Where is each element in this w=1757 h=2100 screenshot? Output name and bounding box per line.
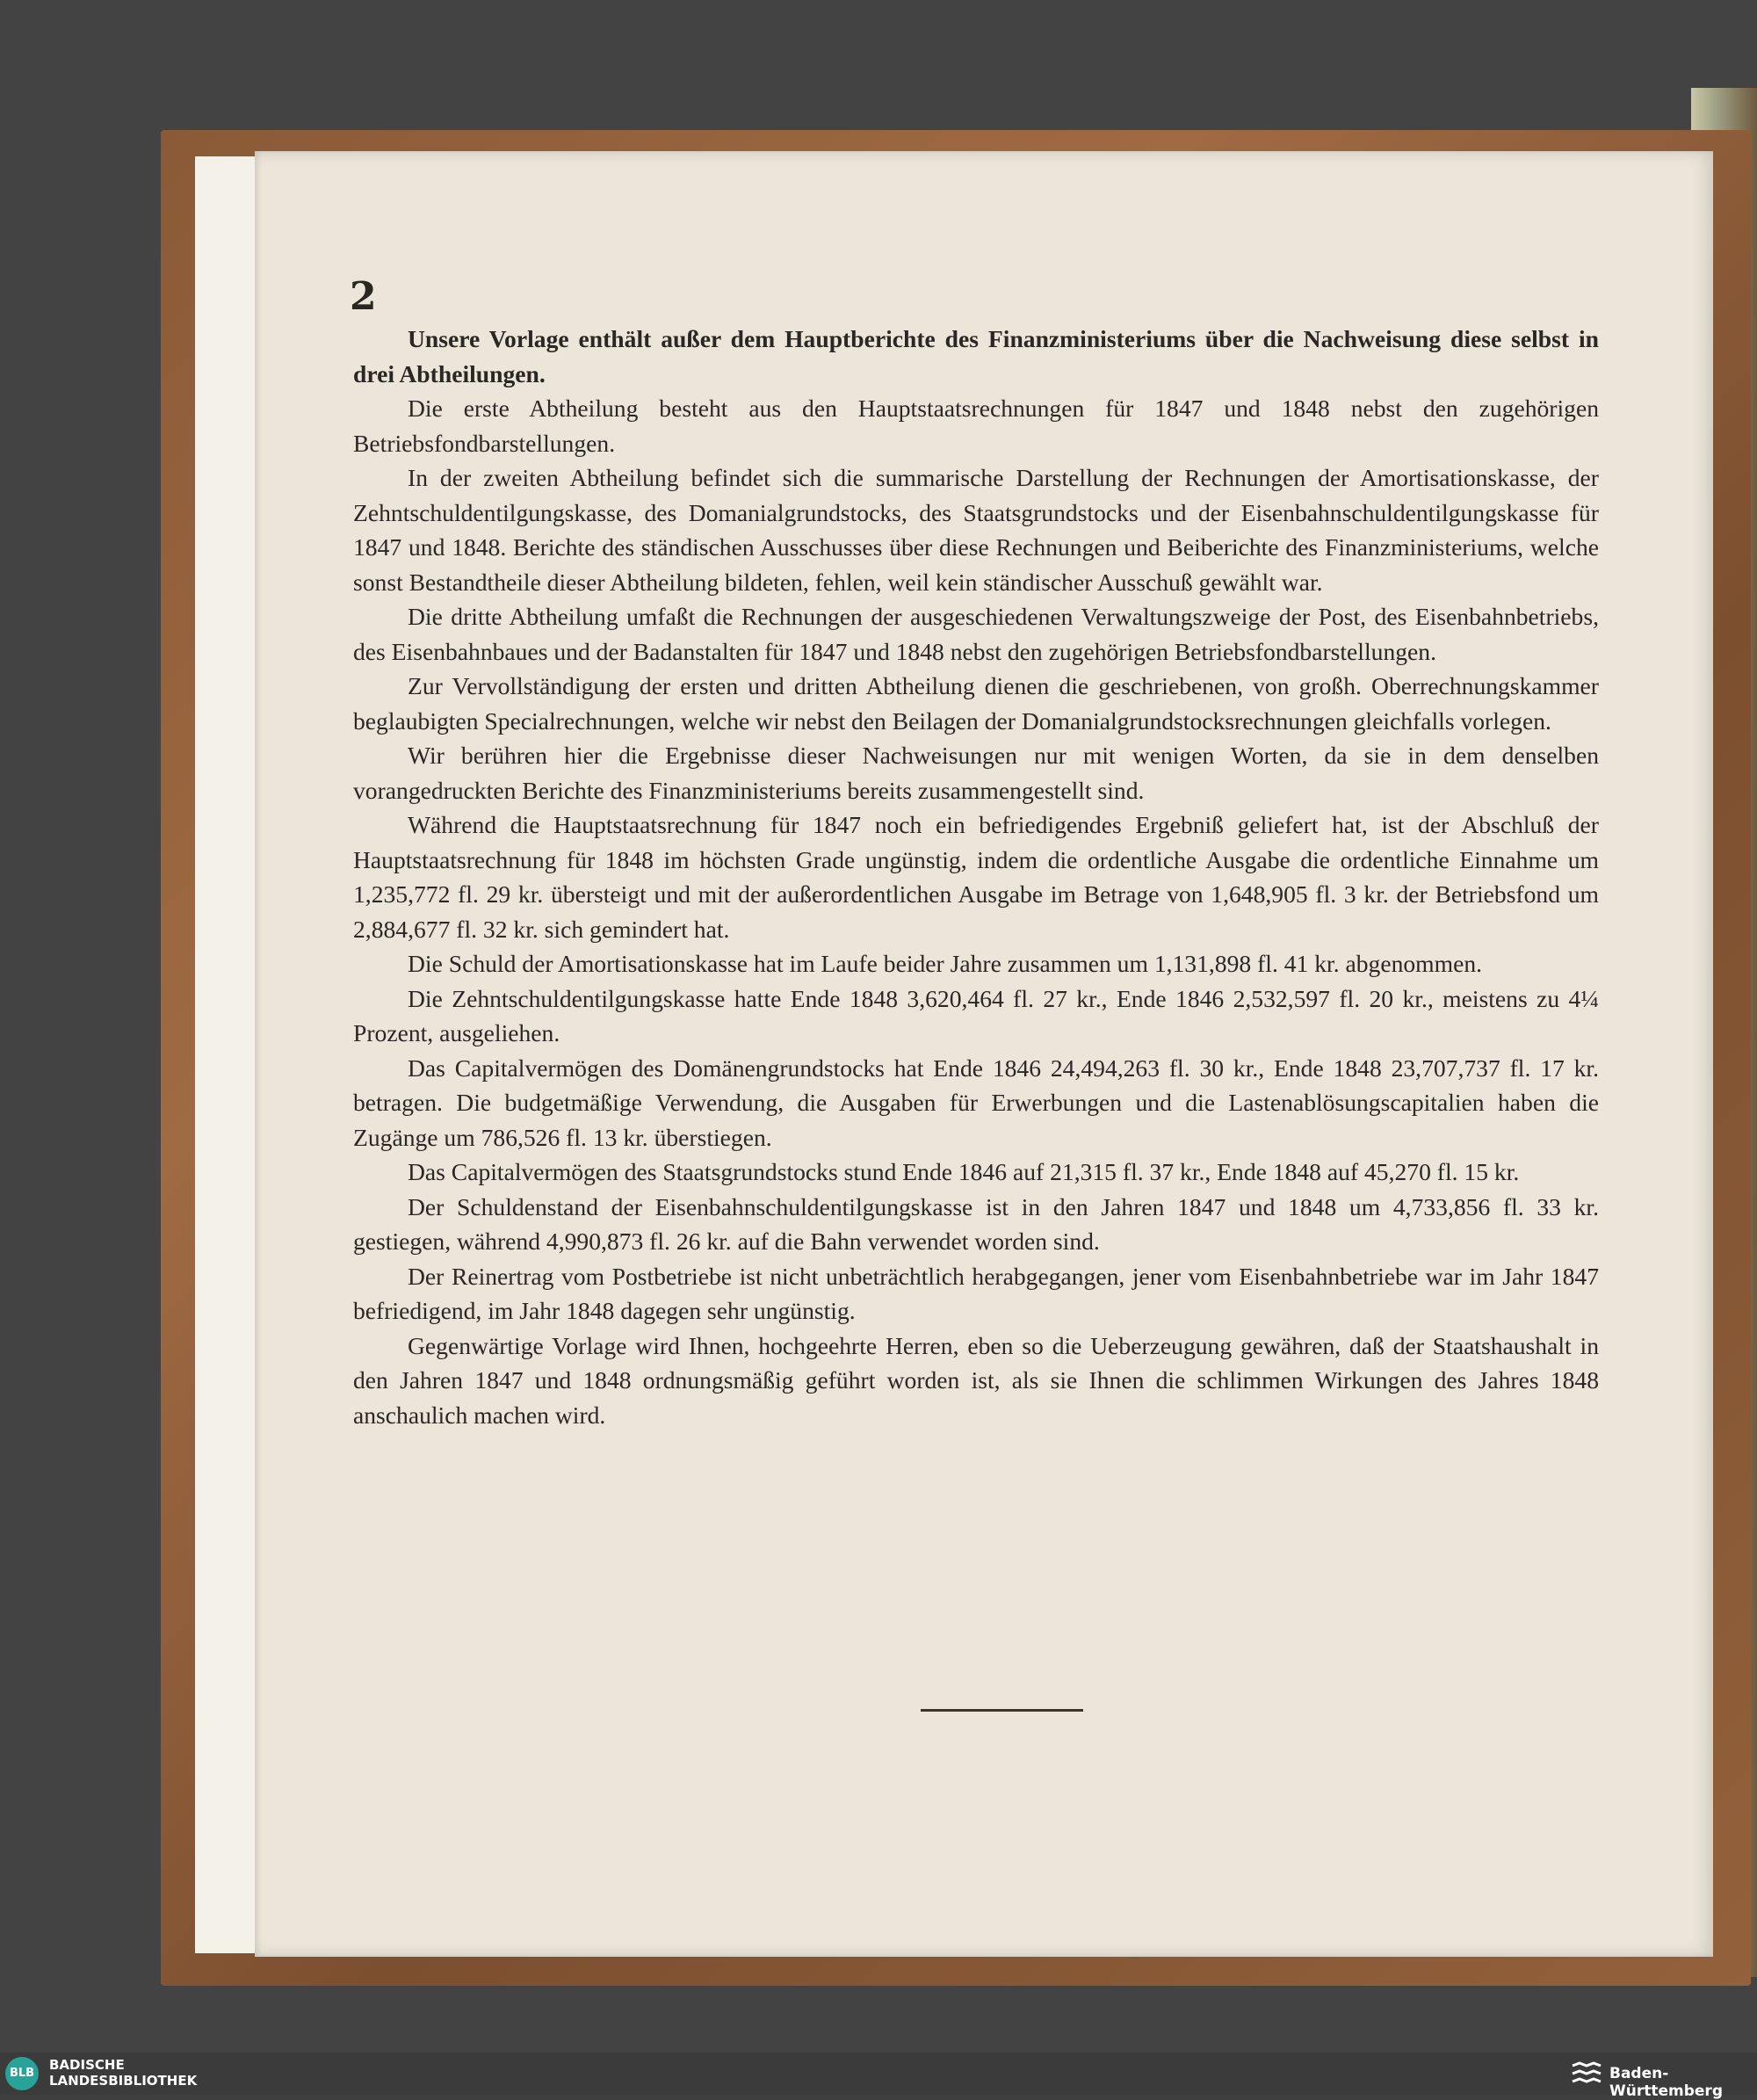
library-name[interactable] <box>49 2057 197 2089</box>
paragraph-14: Gegenwärtige Vorlage wird Ihnen, hochgeehrte Herren, eben so die Ueberzeugung gewähren, daß der Staatshaushalt in den Jahren 1847 und 1848 ordnungsmäßig geführt worden ist, als sie Ihnen die schlimmen Wirkungen des Jahres 1848 anschaulich machen wird. <box>353 1331 1599 1429</box>
paragraph-1: Unsere Vorlage enthält außer dem Hauptberichte des Finanzministeriums über die Nachweisung diese selbst in drei Abtheilungen. <box>353 325 1599 387</box>
body-text <box>353 322 1599 1432</box>
paragraph-4: Die dritte Abtheilung umfaßt die Rechnungen der ausgeschiedenen Verwaltungszweige der Post, des Eisenbahnbetriebs, des Eisenbahnbaues und der Badanstalten für 1847 und 1848 nebst den zugehörigen Betriebsfondbarstellungen. <box>353 603 1599 665</box>
paragraph-9: Die Zehntschuldentilgungskasse hatte Ende 1848 3,620,464 fl. 27 kr., Ende 1846 2,532,597 fl. 20 kr., meistens zu 4¼ Prozent, ausgeliehen. <box>353 984 1599 1046</box>
blb-logo-icon[interactable]: BLB <box>5 2057 39 2090</box>
paragraph-5: Zur Vervollständigung der ersten und dritten Abtheilung dienen die geschriebenen, von großh. Oberrechnungskammer beglaubigten Specialrechnungen, welche wir nebst den Beilagen der Domanialgrundstocksrechnungen gleichfalls vorlegen. <box>353 672 1599 735</box>
page-number: 2 <box>350 274 377 319</box>
paragraph-11: Das Capitalvermögen des Staatsgrundstocks stund Ende 1846 auf 21,315 fl. 37 kr., Ende 1848 auf 45,270 fl. 15 kr. <box>408 1158 1520 1185</box>
paragraph-8: Die Schuld der Amortisationskasse hat im Laufe beider Jahre zusammen um 1,131,898 fl. 41 kr. abgenommen. <box>408 950 1483 977</box>
library-name-line1: BADISCHE <box>49 2057 125 2073</box>
state-name[interactable]: Baden-Württemberg <box>1609 2065 1723 2100</box>
paragraph-7: Während die Hauptstaatsrechnung für 1847 noch ein befriedigendes Ergebniß geliefert hat, ist der Abschluß der Hauptstaatsrechnung für 1848 im höchsten Grade ungünstig, indem die ordentliche Ausgabe die ordentliche Einnahme um 1,235,772 fl. 29 kr. übersteigt und mit der außerordentlichen Ausgabe im Betrage von 1,648,905 fl. 3 kr. der Betriebsfond um 2,884,677 fl. 32 kr. sich gemindert hat. <box>353 811 1599 943</box>
closing-rule <box>921 1709 1083 1712</box>
document-page <box>255 151 1713 1957</box>
paragraph-13: Der Reinertrag vom Postbetriebe ist nicht unbeträchtlich herabgegangen, jener vom Eisenbahnbetriebe war im Jahr 1847 befriedigend, im Jahr 1848 dagegen sehr ungünstig. <box>353 1262 1599 1324</box>
paragraph-2: Die erste Abtheilung besteht aus den Hauptstaatsrechnungen für 1847 und 1848 nebst den zugehörigen Betriebsfondbarstellungen. <box>353 395 1599 457</box>
paragraph-3: In der zweiten Abtheilung befindet sich die summarische Darstellung der Rechnungen der Amortisationskasse, der Zehntschuldentilgungskasse, des Domanialgrundstocks, des Staatsgrundstocks und der Eisenbahnschuldentilgungskasse für 1847 und 1848. Berichte des ständischen Ausschusses über diese Rechnungen und Beiberichte des Finanzministeriums, welche sonst Bestandtheile dieser Abtheilung bildeten, fehlen, weil kein ständischer Ausschuß gewählt war. <box>353 464 1599 596</box>
paragraph-6: Wir berühren hier die Ergebnisse dieser Nachweisungen nur mit wenigen Worten, da sie in dem denselben vorangedruckten Berichte des Finanzministeriums bereits zusammengestellt sind. <box>353 742 1599 804</box>
flyleaf-strip <box>195 156 255 1953</box>
library-name-line2: LANDESBIBLIOTHEK <box>49 2073 198 2089</box>
baden-wuerttemberg-crest-icon <box>1569 2060 1604 2088</box>
paragraph-12: Der Schuldenstand der Eisenbahnschuldentilgungskasse ist in den Jahren 1847 und 1848 um 4,733,856 fl. 33 kr. gestiegen, während 4,990,873 fl. 26 kr. auf die Bahn verwendet worden sind. <box>353 1192 1599 1255</box>
viewer-footer <box>0 2053 1757 2100</box>
paragraph-10: Das Capitalvermögen des Domänengrundstocks hat Ende 1846 24,494,263 fl. 30 kr., Ende 1848 23,707,737 fl. 17 kr. betragen. Die budgetmäßige Verwendung, die Ausgaben für Erwerbungen und die Lastenablösungscapitalien haben die Zugänge um 786,526 fl. 13 kr. überstiegen. <box>353 1054 1599 1151</box>
